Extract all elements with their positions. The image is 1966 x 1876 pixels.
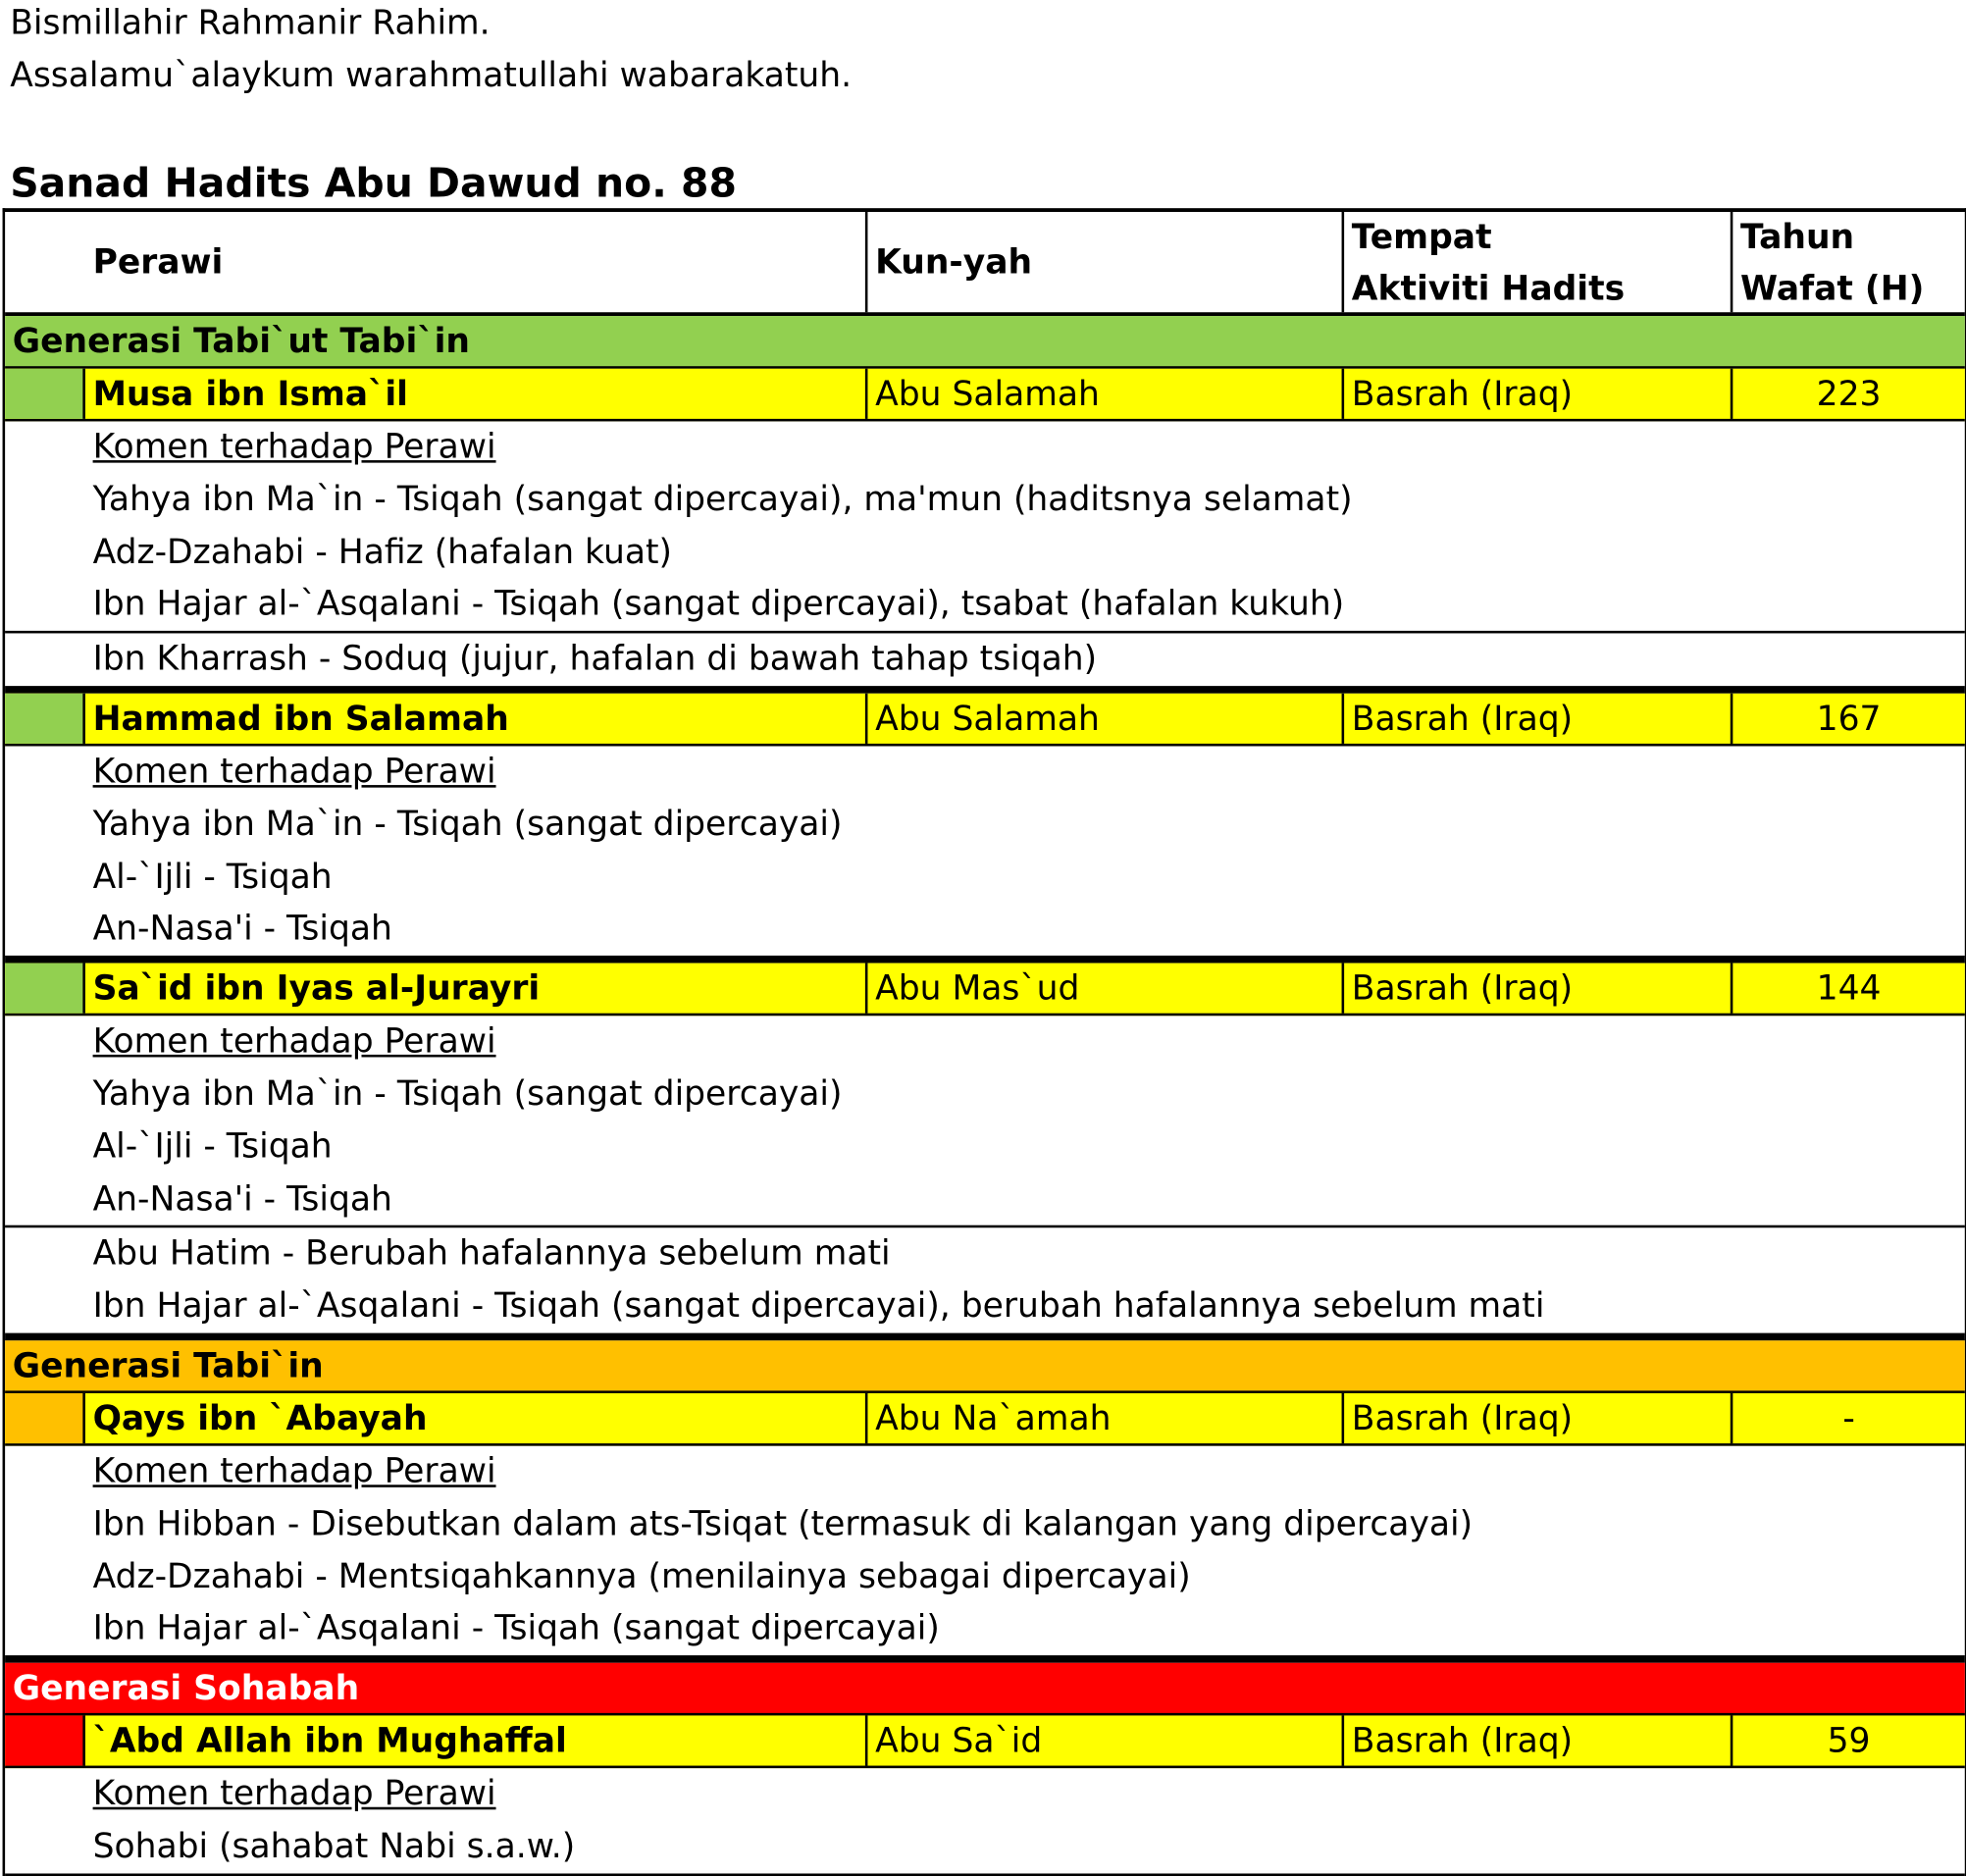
comment-block-extra[interactable] [5, 634, 1965, 694]
greeting-line-2: Assalamu`alaykum warahmatullahi wabarakatuh. [10, 56, 853, 96]
comment-block[interactable] [5, 1768, 1965, 1875]
comment-line: Adz-Dzahabi - Mentsiqahkannya (menilainya sebagai dipercayai) [92, 1556, 1191, 1596]
comment-line: Yahya ibn Ma`in - Tsiqah (sangat dipercayai) [92, 805, 843, 844]
greeting-line-1: Bismillahir Rahmanir Rahim. [10, 3, 491, 43]
comment-line: Ibn Hajar al-`Asqalani - Tsiqah (sangat dipercayai), berubah hafalannya sebelum mati [92, 1286, 1545, 1327]
header-kunyah[interactable]: Kun-yah [867, 212, 1344, 312]
comment-block[interactable] [5, 421, 1965, 633]
comment-line: Al-`Ijli - Tsiqah [92, 857, 333, 897]
header-tempat-line-1: Tempat [1351, 218, 1492, 258]
narrator-row[interactable] [5, 369, 1965, 422]
comment-line: Adz-Dzahabi - Hafiz (hafalan kuat) [92, 532, 673, 572]
narrator-place: Basrah (Iraq) [1344, 1393, 1733, 1443]
narrator-row[interactable] [5, 1393, 1965, 1446]
comment-line: Yahya ibn Ma`in - Tsiqah (sangat dipercayai) [92, 1074, 843, 1114]
narrator-name: Qays ibn `Abayah [85, 1393, 868, 1443]
comment-block[interactable] [5, 1016, 1965, 1227]
narrator-row[interactable] [5, 1716, 1965, 1769]
narrator-kunyah: Abu Salamah [867, 369, 1344, 419]
comment-line: Ibn Hibban - Disebutkan dalam ats-Tsiqat (termasuk di kalangan yang dipercayai) [92, 1504, 1474, 1544]
comment-block-extra[interactable] [5, 1228, 1965, 1341]
narrator-place: Basrah (Iraq) [1344, 369, 1733, 419]
narrator-kunyah: Abu Sa`id [867, 1716, 1344, 1766]
generation-row-tabiut-tabiin[interactable]: Generasi Tabi`ut Tabi`in [5, 316, 1965, 369]
narrator-place: Basrah (Iraq) [1344, 1716, 1733, 1766]
generation-row-tabiin[interactable]: Generasi Tabi`in [5, 1340, 1965, 1393]
generation-color-tag [5, 694, 85, 744]
narrator-name: `Abd Allah ibn Mughaffal [85, 1716, 868, 1766]
narrator-death-year: - [1842, 1399, 1855, 1438]
comment-line: An-Nasa'i - Tsiqah [92, 910, 392, 949]
generation-color-tag [5, 1393, 85, 1443]
header-tahun-line-2: Wafat (H) [1740, 269, 1925, 309]
header-tempat[interactable] [1344, 212, 1733, 312]
comment-heading: Komen terhadap Perawi [92, 1774, 496, 1814]
narrator-death-year: 223 [1816, 375, 1882, 414]
comment-block[interactable] [5, 746, 1965, 963]
comment-line: Abu Hatim - Berubah hafalannya sebelum mati [92, 1234, 891, 1274]
generation-row-sohabah[interactable]: Generasi Sohabah [5, 1663, 1965, 1716]
narrator-death-year: 59 [1827, 1722, 1871, 1761]
narrator-name: Musa ibn Isma`il [85, 369, 868, 419]
header-perawi[interactable]: Perawi [5, 212, 867, 312]
header-tahun[interactable] [1733, 212, 1964, 312]
comment-line: Yahya ibn Ma`in - Tsiqah (sangat dipercayai), ma'mun (haditsnya selamat) [92, 480, 1353, 519]
header-tahun-line-1: Tahun [1740, 218, 1855, 258]
narrator-place: Basrah (Iraq) [1344, 694, 1733, 744]
narrator-kunyah: Abu Salamah [867, 694, 1344, 744]
comment-line: Ibn Kharrash - Soduq (jujur, hafalan di bawah tahap tsiqah) [92, 640, 1098, 679]
generation-color-tag [5, 964, 85, 1014]
comment-heading: Komen terhadap Perawi [92, 752, 496, 792]
table-header [5, 212, 1965, 316]
narrator-name: Sa`id ibn Iyas al-Jurayri [85, 964, 868, 1014]
generation-color-tag [5, 1716, 85, 1766]
narrator-row[interactable] [5, 964, 1965, 1016]
narrator-death-year: 144 [1816, 969, 1882, 1009]
narrator-kunyah: Abu Mas`ud [867, 964, 1344, 1014]
sanad-table [3, 208, 1966, 1876]
page-title: Sanad Hadits Abu Dawud no. 88 [10, 159, 737, 207]
header-tempat-line-2: Aktiviti Hadits [1351, 269, 1626, 309]
comment-heading: Komen terhadap Perawi [92, 1451, 496, 1491]
comment-line: Ibn Hajar al-`Asqalani - Tsiqah (sangat dipercayai), tsabat (hafalan kukuh) [92, 585, 1345, 624]
comment-line: Ibn Hajar al-`Asqalani - Tsiqah (sangat dipercayai) [92, 1609, 940, 1648]
narrator-place: Basrah (Iraq) [1344, 964, 1733, 1014]
comment-line: Al-`Ijli - Tsiqah [92, 1126, 333, 1167]
comment-heading: Komen terhadap Perawi [92, 427, 496, 467]
comment-line: An-Nasa'i - Tsiqah [92, 1179, 392, 1219]
narrator-kunyah: Abu Na`amah [867, 1393, 1344, 1443]
narrator-name: Hammad ibn Salamah [85, 694, 868, 744]
narrator-row[interactable] [5, 694, 1965, 747]
comment-block[interactable] [5, 1446, 1965, 1663]
comment-heading: Komen terhadap Perawi [92, 1021, 496, 1062]
narrator-death-year: 167 [1816, 700, 1882, 739]
comment-line: Sohabi (sahabat Nabi s.a.w.) [92, 1827, 576, 1866]
generation-color-tag [5, 369, 85, 419]
